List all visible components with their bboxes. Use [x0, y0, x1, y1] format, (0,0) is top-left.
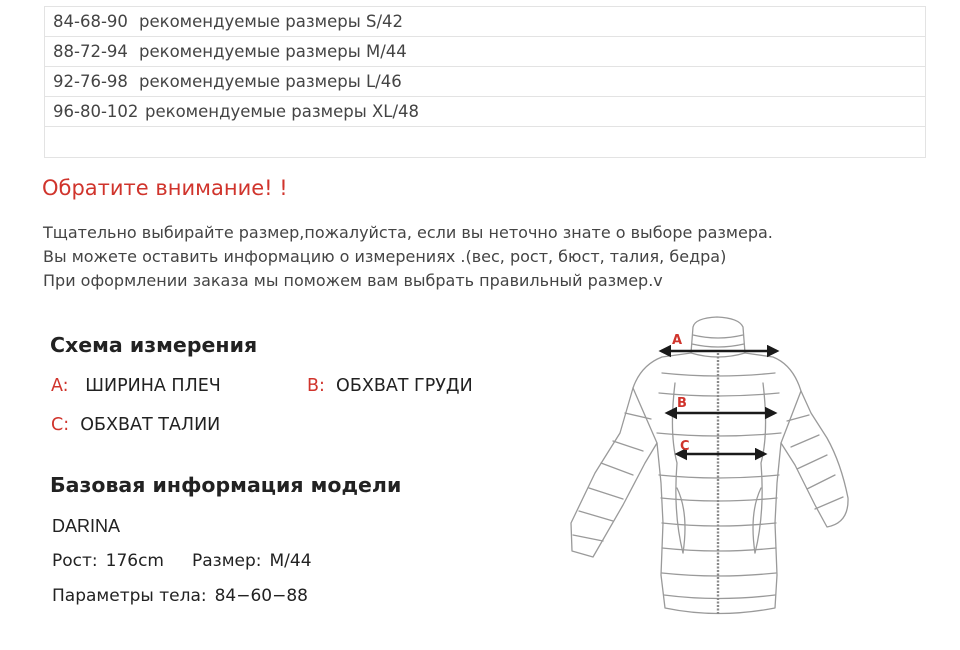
notice-line: Тщательно выбирайте размер,пожалуйста, если вы неточно знате о выборе размера.	[43, 223, 773, 242]
notice-title: Обратите внимание! !	[42, 176, 288, 200]
params-value: 84−60−88	[214, 586, 308, 606]
measure-label: ШИРИНА ПЛЕЧ	[85, 376, 221, 396]
table-cell	[45, 127, 926, 158]
model-name: DARINA	[52, 516, 121, 536]
model-height-size	[52, 551, 312, 571]
size-value: M/44	[269, 551, 312, 571]
measure-item-c	[51, 415, 220, 435]
model-info-title: Базовая информация модели	[50, 473, 402, 497]
princess-seam	[755, 383, 766, 553]
table-row	[45, 37, 926, 67]
table-row	[45, 7, 926, 37]
table-row-empty	[45, 127, 926, 158]
table-row	[45, 97, 926, 127]
height-label: Рост:	[52, 551, 98, 571]
size-measurements: 84-68-90	[53, 12, 128, 31]
size-measurements: 92-76-98	[53, 72, 128, 91]
size-recommendation: рекомендуемые размеры M/44	[139, 42, 407, 61]
table-cell	[45, 67, 926, 97]
collar-seam	[692, 344, 744, 347]
params-label: Параметры тела:	[52, 586, 207, 606]
scheme-title: Схема измерения	[50, 333, 258, 357]
size-table	[44, 6, 926, 158]
size-measurements: 96-80-102	[53, 102, 139, 121]
notice-text	[43, 221, 773, 293]
measure-label: ОБХВАТ ГРУДИ	[336, 376, 473, 396]
measure-label: ОБХВАТ ТАЛИИ	[80, 415, 221, 435]
marker-c: C	[680, 439, 690, 454]
table-cell	[45, 7, 926, 37]
size-recommendation: рекомендуемые размеры XL/48	[145, 102, 420, 121]
notice-line: При оформлении заказа мы поможем вам выбрать правильный размер.v	[43, 271, 663, 290]
size-recommendation: рекомендуемые размеры L/46	[139, 72, 402, 91]
measure-item-a	[51, 376, 221, 396]
size-label: Размер:	[192, 551, 262, 571]
marker-b: B	[677, 396, 687, 411]
measure-letter: A:	[51, 376, 69, 396]
table-cell	[45, 97, 926, 127]
marker-a: A	[672, 333, 683, 348]
measure-letter: C:	[51, 415, 70, 435]
measure-item-b	[307, 376, 473, 396]
size-recommendation: рекомендуемые размеры S/42	[139, 12, 403, 31]
height-value: 176cm	[105, 551, 164, 571]
model-params	[52, 586, 308, 606]
table-cell	[45, 37, 926, 67]
sleeve-seam	[781, 391, 801, 443]
notice-line: Вы можете оставить информацию о измерениях .(вес, рост, бюст, талия, бедра)	[43, 247, 727, 266]
collar-seam	[693, 335, 743, 338]
body-outline	[571, 353, 848, 614]
measure-letter: B:	[307, 376, 325, 396]
size-measurements: 88-72-94	[53, 42, 128, 61]
table-row	[45, 67, 926, 97]
jacket-measurement-diagram	[565, 313, 855, 623]
